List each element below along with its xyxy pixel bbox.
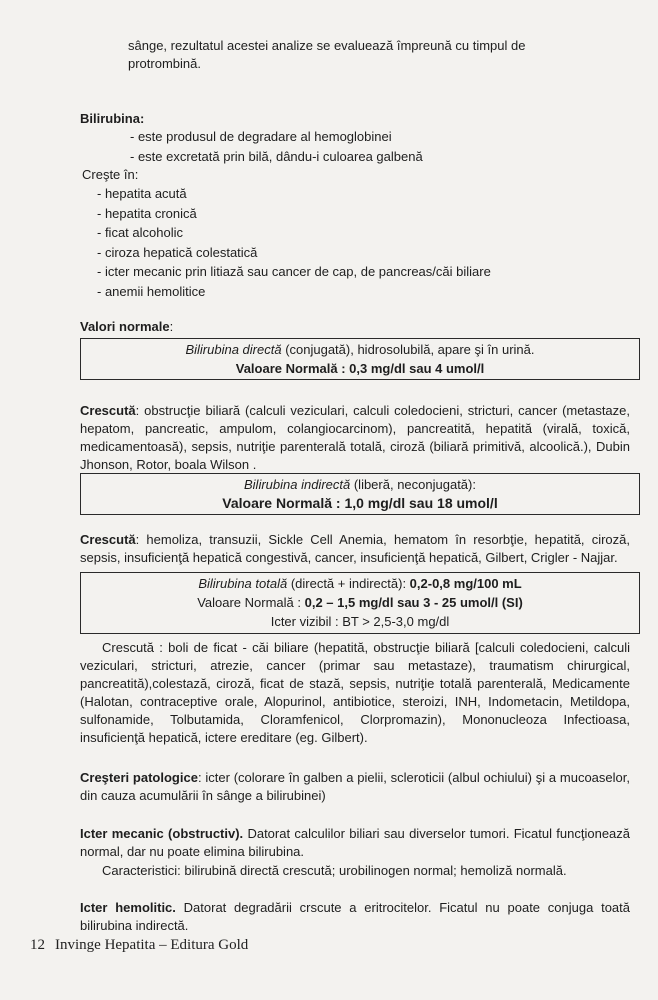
creste-label: Creşte în: (82, 167, 139, 182)
box-totala-line-1 (81, 574, 639, 593)
icter-mecanic-text: Datorat calculilor biliari sau diverselor tumori. Ficatul funcţionează normal, dar nu poate elimina bilirubina. (80, 826, 631, 859)
intro-line-2: protrombină. (128, 56, 201, 71)
box-bilirubina-indirecta (80, 473, 640, 515)
icter-hemolitic-label: Icter hemolitic. (80, 900, 176, 915)
box-totala-desc: (directă + indirectă): (287, 576, 410, 591)
cresteri-patologice-text: : icter (colorare în galben a pielii, scleroticii (albul ochiului) şi a mucoaselor, din cauza acumulării în sânge a bilirubinei) (80, 770, 630, 803)
list-item: - icter mecanic prin litiază sau cancer de cap, de pancreas/căi biliare (97, 264, 491, 279)
crescuta-indirecta-text: : hemoliza, transuzii, Sickle Cell Anemia, hematom în resorbţie, hepatită, ciroză, sepsis, insuficienţă hepatică congestivă, cancer, insuficienţă hepatică, Gilbert, Crigler - Najjar. (80, 532, 630, 565)
box-indirecta-name: Bilirubina indirectă (244, 477, 351, 492)
box-indirecta-line-1 (81, 475, 639, 494)
crescuta-directa-label: Crescută (80, 403, 136, 418)
box-bilirubina-directa (80, 338, 640, 380)
footer-title: Invinge Hepatita – Editura Gold (55, 937, 249, 953)
crescuta-indirecta-label: Crescută (80, 532, 136, 547)
box-totala-line-2 (81, 593, 639, 612)
list-item: - ficat alcoholic (97, 225, 183, 240)
list-item: - ciroza hepatică colestatică (97, 244, 258, 260)
icter-mecanic-characteristics: Caracteristici: bilirubină directă crescută; urobilinogen normal; hemoliză normală. (102, 863, 567, 878)
crescuta-indirecta-paragraph (80, 531, 630, 567)
intro-line-1: sânge, rezultatul acestei analize se evaluează împreună cu timpul de (128, 38, 526, 53)
box-totala-desc-value: 0,2-0,8 mg/100 mL (409, 576, 522, 591)
cresteri-patologice-paragraph (80, 769, 630, 805)
page-number: 12 (30, 937, 45, 953)
box-indirecta-desc: (liberă, neconjugată): (350, 477, 476, 492)
cresteri-patologice-label: Creşteri patologice (80, 770, 198, 785)
creste-list (97, 184, 491, 301)
box-totala-name: Bilirubina totală (198, 576, 288, 591)
box-directa-desc: (conjugată), hidrosolubilă, apare şi în urină. (281, 342, 535, 357)
icter-hemolitic-text: Datorat degradării crscute a eritrocitelor. Ficatul nu poate conjuga toată bilirubina indirectă. (80, 900, 631, 933)
crescuta-directa-text: : obstrucţie biliară (calculi veziculari, calculi coledocieni, stricturi, cancer (metastaze, hepatom, pancreatic, ampulom, colangiocarcinom), pancreatită, hepatită (virală, toxică, medicamentoasă), sepsis, nutriţie parenterală totală, ciroză (biliară primitivă, alcoolică.), Dubin Jhonson, Rotor, boala Wilson . (80, 403, 630, 472)
valori-normale-heading (80, 318, 630, 336)
icter-hemolitic-paragraph (80, 899, 630, 935)
page-footer (30, 937, 248, 954)
box-directa-name: Bilirubina directă (185, 342, 282, 357)
valori-normale-colon: : (169, 319, 174, 334)
list-item: - anemii hemolitice (97, 283, 206, 299)
box-directa-line-1 (81, 340, 639, 359)
crescuta-directa-paragraph (80, 402, 630, 474)
box-bilirubina-totala (80, 572, 640, 634)
box-totala-value: 0,2 – 1,5 mg/dl sau 3 - 25 umol/l (SI) (304, 595, 523, 610)
box-directa-value: Valoare Normală : 0,3 mg/dl sau 4 umol/l (235, 361, 485, 376)
list-item: - hepatita acută (97, 186, 187, 201)
list-item: - hepatita cronică (97, 205, 197, 221)
crescuta-totala-paragraph: Crescută : boli de ficat - căi biliare (hepatită, obstrucţie biliară [calculi coledocieni, calculi veziculari, stricturi, atrezie, cancer (primar sau metastaze), traumatism chirurgical, pancreatită),colestază, ciroză, ficat de stază, sepsis, nutriţie totală parenterală, Medicamente (Halotan, contraceptive orale, Alopurinol, antibiotice, steroizi, INH, Indometacin, Metildopa, sulfonamide, Tolbutamida, Cloramfenicol, Clorpromazin), Mononucleoza Infectioasa, insuficienţă hepatică, ictere ereditare (eg. Gilbert). (80, 640, 630, 745)
definition-item: - este produsul de degradare al hemoglobinei (130, 129, 392, 144)
definition-item: - este excretată prin bilă, dându-i culoarea galbenă (130, 148, 423, 164)
box-totala-value-label: Valoare Normală : (197, 595, 305, 610)
box-totala-icter: Icter vizibil : BT > 2,5-3,0 mg/dl (270, 614, 450, 629)
bilirubina-definitions (130, 127, 423, 166)
icter-mecanic-paragraph (80, 825, 630, 861)
icter-mecanic-label: Icter mecanic (obstructiv). (80, 826, 244, 841)
bilirubina-heading: Bilirubina: (80, 111, 145, 126)
box-indirecta-value: Valoare Normală : 1,0 mg/dl sau 18 umol/l (222, 495, 498, 511)
valori-normale-label: Valori normale (80, 319, 170, 334)
